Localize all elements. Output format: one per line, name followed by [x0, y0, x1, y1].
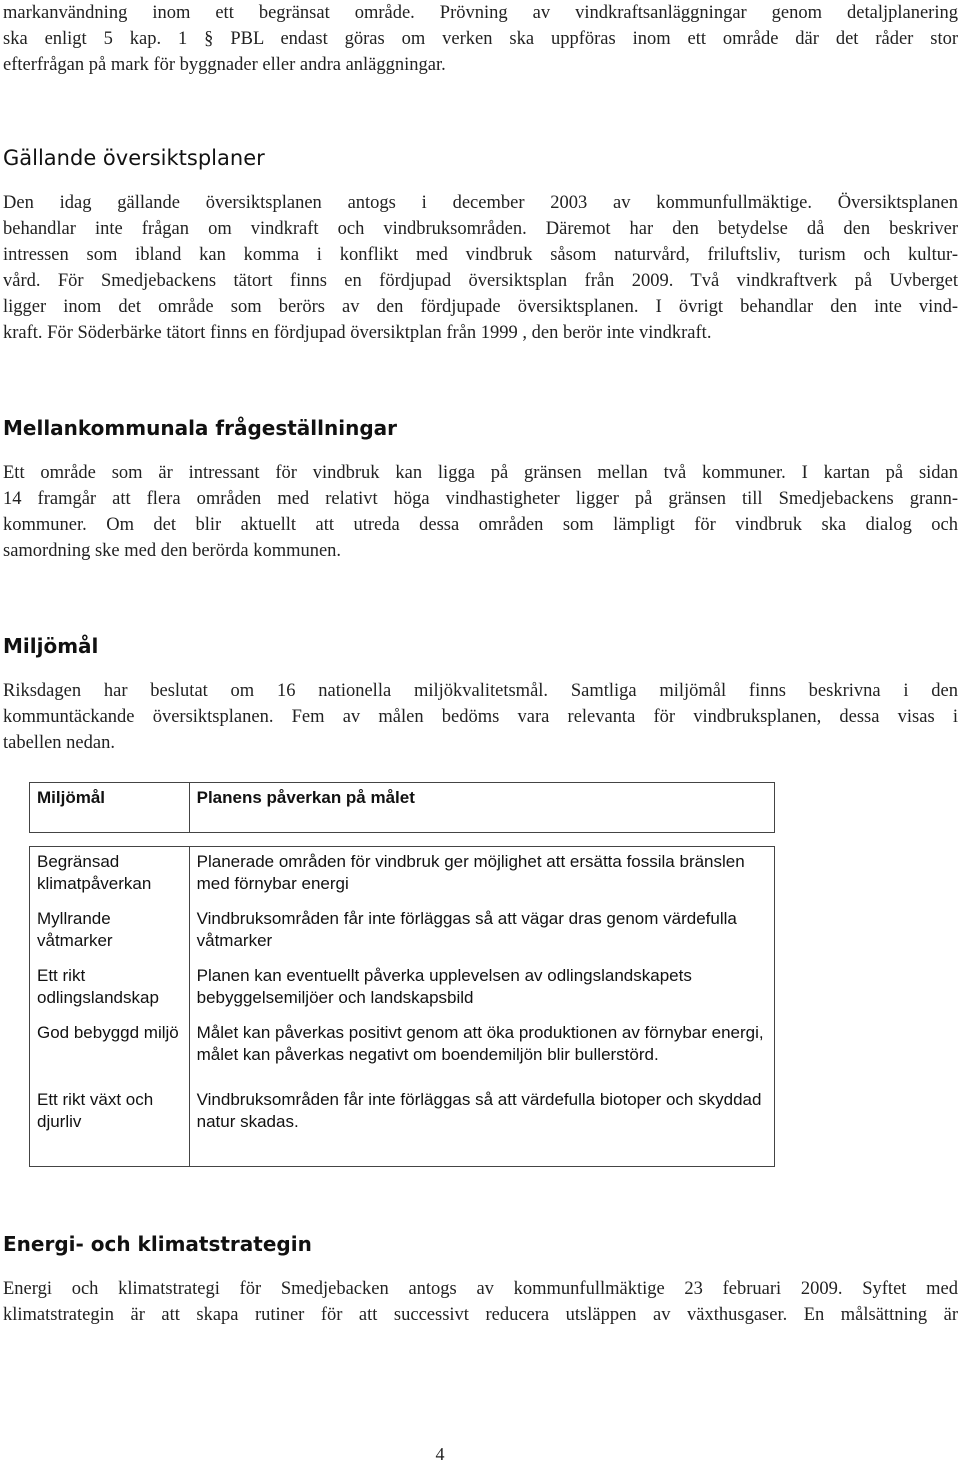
environmental-goals-table — [29, 782, 775, 1167]
table-row — [30, 847, 775, 906]
text-line: samordning ske med den berörda kommunen. — [3, 541, 342, 561]
table-row — [30, 962, 775, 1019]
text-line: kommuner. Om det blir aktuellt att utreda dessa områden som lämpligt för vindbruk ska dialog och — [3, 515, 958, 535]
goal-cell: Ett rikt odlingslandskap — [30, 962, 190, 1019]
text-line: intressen som ibland kan komma i konflikt med vindbruk såsom naturvård, friluftsliv, turism och kultur- — [3, 245, 958, 265]
goal-cell: Ett rikt växt och djurliv — [30, 1086, 190, 1167]
mellankommunala-paragraph — [3, 460, 958, 564]
miljomal-paragraph — [3, 678, 958, 756]
text-line: efterfrågan på mark för byggnader eller andra anläggningar. — [3, 55, 446, 75]
table-row — [30, 905, 775, 962]
text-line: 14 framgår att flera områden med relativt höga vindhastigheter ligger på gränsen till Smedjebackens grann- — [3, 489, 958, 509]
impact-cell: Planen kan eventuellt påverka upplevelsen av odlingslandskapets bebyggelsemiljöer och landskapsbild — [189, 962, 774, 1019]
text-line: Energi och klimatstrategi för Smedjebacken antogs av kommunfullmäktige 23 februari 2009. Syftet med — [3, 1279, 958, 1299]
text-line: Riksdagen har beslutat om 16 nationella miljökvalitetsmål. Samtliga miljömål finns beskrivna i den — [3, 681, 958, 701]
section-heading-energi: Energi- och klimatstrategin — [3, 1232, 312, 1256]
table-spacer-row — [30, 833, 775, 847]
section-heading-oversiktsplaner: Gällande översiktsplaner — [3, 146, 265, 170]
section-heading-miljomal: Miljömål — [3, 634, 99, 658]
text-line: tabellen nedan. — [3, 733, 115, 753]
page-number: 4 — [435, 1444, 445, 1464]
intro-paragraph — [3, 0, 958, 78]
column-header-goal: Miljömål — [30, 783, 190, 833]
impact-cell: Målet kan påverkas positivt genom att öka produktionen av förnybar energi, målet kan påverkas negativt om boendemiljön blir bullerstörd. — [189, 1019, 774, 1086]
text-line: Ett område som är intressant för vindbruk kan ligga på gränsen mellan två kommuner. I kartan på sidan — [3, 463, 958, 483]
section-heading-mellankommunala: Mellankommunala frågeställningar — [3, 416, 398, 440]
text-line: ligger inom det område som berörs av den fördjupade översiktsplanen. I övrigt behandlar den inte vind- — [3, 297, 958, 317]
column-header-impact: Planens påverkan på målet — [189, 783, 774, 833]
table-row — [30, 1019, 775, 1086]
goal-cell: Myllrande våtmarker — [30, 905, 190, 962]
text-line: vård. För Smedjebackens tätort finns en fördjupad översiktsplan från 2009. Två vindkraftverk på Uvberget — [3, 271, 958, 291]
impact-cell: Vindbruksområden får inte förläggas så att värdefulla biotoper och skyddad natur skadas. — [189, 1086, 774, 1167]
energi-paragraph — [3, 1276, 958, 1328]
impact-cell: Planerade områden för vindbruk ger möjlighet att ersätta fossila bränslen med förnybar energi — [189, 847, 774, 906]
impact-cell: Vindbruksområden får inte förläggas så att vägar dras genom värdefulla våtmarker — [189, 905, 774, 962]
goal-cell: Begränsad klimatpåverkan — [30, 847, 190, 906]
table-header-row — [30, 783, 775, 833]
table-row — [30, 1086, 775, 1167]
goal-cell: God bebyggd miljö — [30, 1019, 190, 1086]
text-line: Den idag gällande översiktsplanen antogs i december 2003 av kommunfullmäktige. Översiktsplanen — [3, 193, 958, 213]
text-line: klimatstrategin är att skapa rutiner för att successivt reducera utsläppen av växthusgaser. En målsättning är — [3, 1305, 958, 1325]
text-line: markanvändning inom ett begränsat område. Prövning av vindkraftsanläggningar genom detaljplanering — [3, 3, 958, 23]
text-line: kraft. För Söderbärke tätort finns en fördjupad översiktplan från 1999 , den berör inte vindkraft. — [3, 323, 712, 343]
oversiktsplaner-paragraph — [3, 190, 958, 346]
text-line: behandlar inte frågan om vindkraft och vindbruksområden. Däremot har den betydelse då den beskriver — [3, 219, 958, 239]
text-line: ska enligt 5 kap. 1 § PBL endast göras om verken ska uppföras inom ett område där det råder stor — [3, 29, 958, 49]
text-line: kommuntäckande översiktsplanen. Fem av målen bedöms vara relevanta för vindbruksplanen, dessa visas i — [3, 707, 958, 727]
